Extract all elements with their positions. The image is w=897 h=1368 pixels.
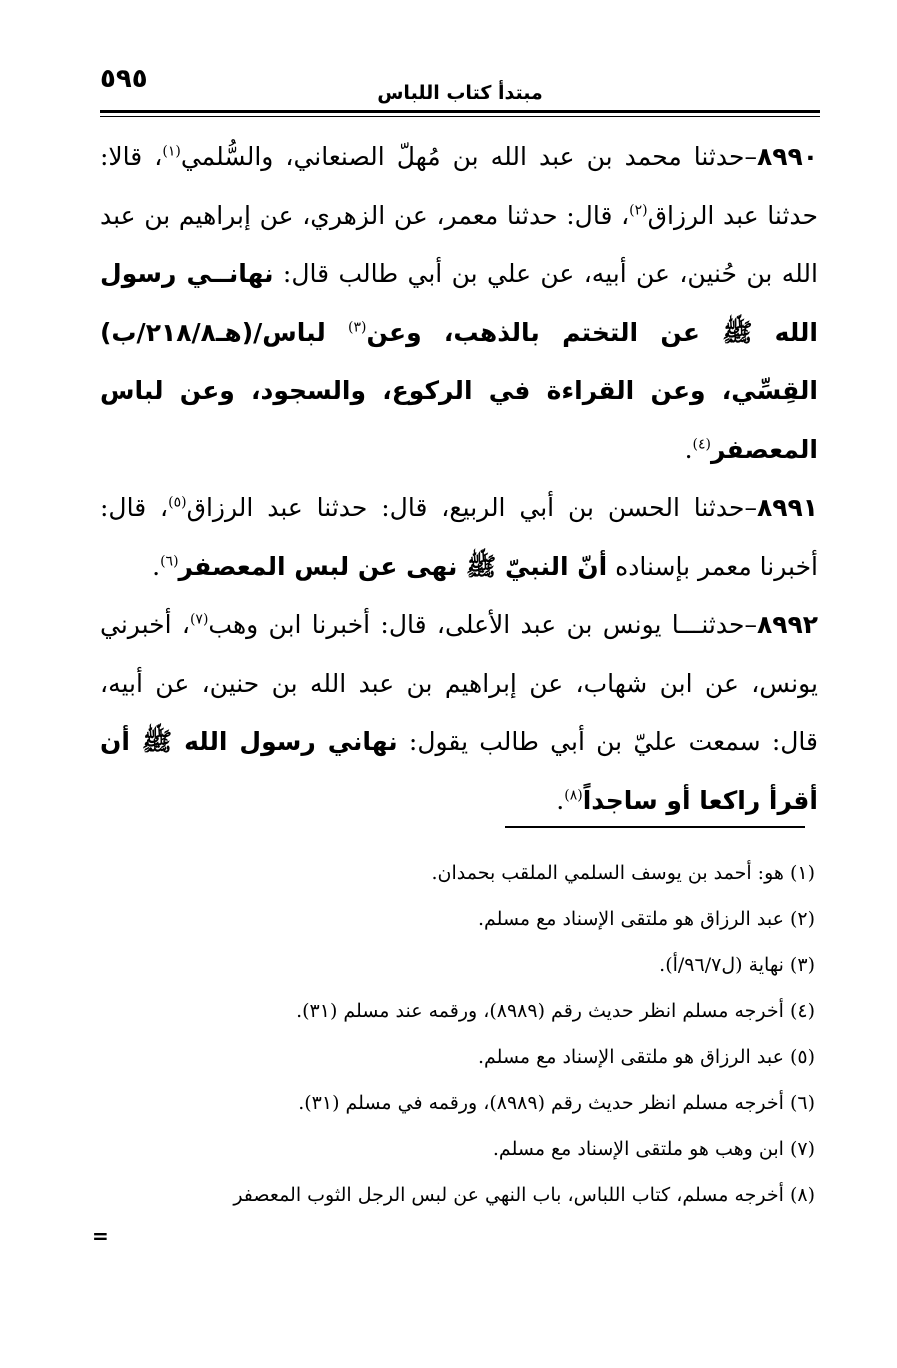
footnote-ref: (٤) bbox=[692, 436, 711, 453]
hadith-8990 bbox=[100, 128, 818, 479]
footnote-8: (٨) أخرجه مسلم، كتاب اللباس، باب النهي عن لبس الرجل الثوب المعصفر bbox=[233, 1184, 815, 1206]
footnote-ref: (٨) bbox=[564, 787, 583, 804]
page-number: ٥٩٥ bbox=[100, 64, 148, 94]
hadith-text: ، قال: حدثنا معمر، عن الزهري، عن إبراهيم بن عبد الله بن حُنين، عن أبيه، عن علي بن أبي طالب قال: bbox=[100, 200, 818, 288]
running-title: مبتدأ كتاب اللباس bbox=[377, 82, 543, 104]
header-rule-thick bbox=[100, 110, 820, 113]
hadith-text: ، قال: أخبرنا معمر بإسناده bbox=[100, 493, 818, 581]
hadith-text: –حدثنا الحسن بن أبي الربيع، قال: حدثنا عبد الرزاق bbox=[186, 493, 757, 522]
footnote-ref: (٧) bbox=[189, 611, 209, 628]
hadith-number: ٨٩٩٢ bbox=[756, 610, 818, 639]
hadith-matn: نهاني رسول الله ﷺ أن أقرأ راكعا أو ساجداً bbox=[100, 727, 818, 815]
footnote-5: (٥) عبد الرزاق هو ملتقى الإسناد مع مسلم. bbox=[477, 1046, 815, 1068]
footnote-4: (٤) أخرجه مسلم انظر حديث رقم (٨٩٨٩)، ورقمه عند مسلم (٣١). bbox=[296, 1000, 815, 1022]
footnotes bbox=[80, 850, 815, 1218]
hadith-end: . bbox=[556, 785, 565, 815]
footnote-ref: (٣) bbox=[348, 319, 367, 336]
footnote-ref: (١) bbox=[162, 143, 181, 160]
hadith-matn: لباس/(هـ٢١٨/٨/ب) القِسِّي، وعن القراءة في الركوع، والسجود، وعن لباس المعصفر bbox=[100, 317, 818, 464]
hadith-end: . bbox=[152, 551, 161, 581]
footnote-1: (١) هو: أحمد بن يوسف السلمي الملقب بحمدان. bbox=[431, 862, 815, 884]
hadith-matn: نهانــي رسول الله ﷺ عن التختم بالذهب، وعن bbox=[100, 259, 818, 347]
footnote-3: (٣) نهاية (ل٩٦/٧/أ). bbox=[659, 954, 815, 976]
hadith-number: ٨٩٩٠ bbox=[756, 142, 819, 171]
hadith-text: –حدثنـــا يونس بن عبد الأعلى، قال: أخبرنا ابن وهب bbox=[208, 610, 757, 639]
hadith-8992 bbox=[100, 596, 818, 830]
hadith-text: ، أخبرني يونس، عن ابن شهاب، عن إبراهيم بن عبد الله بن حنين، عن أبيه، قال: سمعت عليّ بن أبي طالب يقول: bbox=[100, 610, 819, 756]
hadith-8991 bbox=[100, 479, 818, 596]
footnote-separator bbox=[505, 826, 805, 828]
footnote-ref: (٥) bbox=[168, 494, 187, 511]
hadith-end: . bbox=[684, 434, 693, 464]
main-text bbox=[100, 128, 818, 830]
hadith-number: ٨٩٩١ bbox=[756, 493, 819, 522]
footnote-ref: (٦) bbox=[160, 553, 179, 570]
footnote-ref: (٢) bbox=[629, 202, 648, 219]
footnote-continuation-mark: = bbox=[92, 1224, 109, 1248]
hadith-text: ، قالا: حدثنا عبد الرزاق bbox=[100, 142, 818, 230]
footnote-2: (٢) عبد الرزاق هو ملتقى الإسناد مع مسلم. bbox=[477, 908, 815, 930]
header-rule-thin bbox=[100, 116, 820, 117]
page-header bbox=[100, 62, 820, 116]
hadith-text: –حدثنا محمد بن عبد الله بن مُهلّ الصنعاني، والسُّلمي bbox=[180, 142, 757, 171]
footnote-6: (٦) أخرجه مسلم انظر حديث رقم (٨٩٨٩)، ورقمه في مسلم (٣١). bbox=[298, 1092, 815, 1114]
hadith-matn: أنّ النبيّ ﷺ نهى عن لبس المعصفر bbox=[178, 551, 608, 581]
footnote-7: (٧) ابن وهب هو ملتقى الإسناد مع مسلم. bbox=[492, 1138, 815, 1160]
